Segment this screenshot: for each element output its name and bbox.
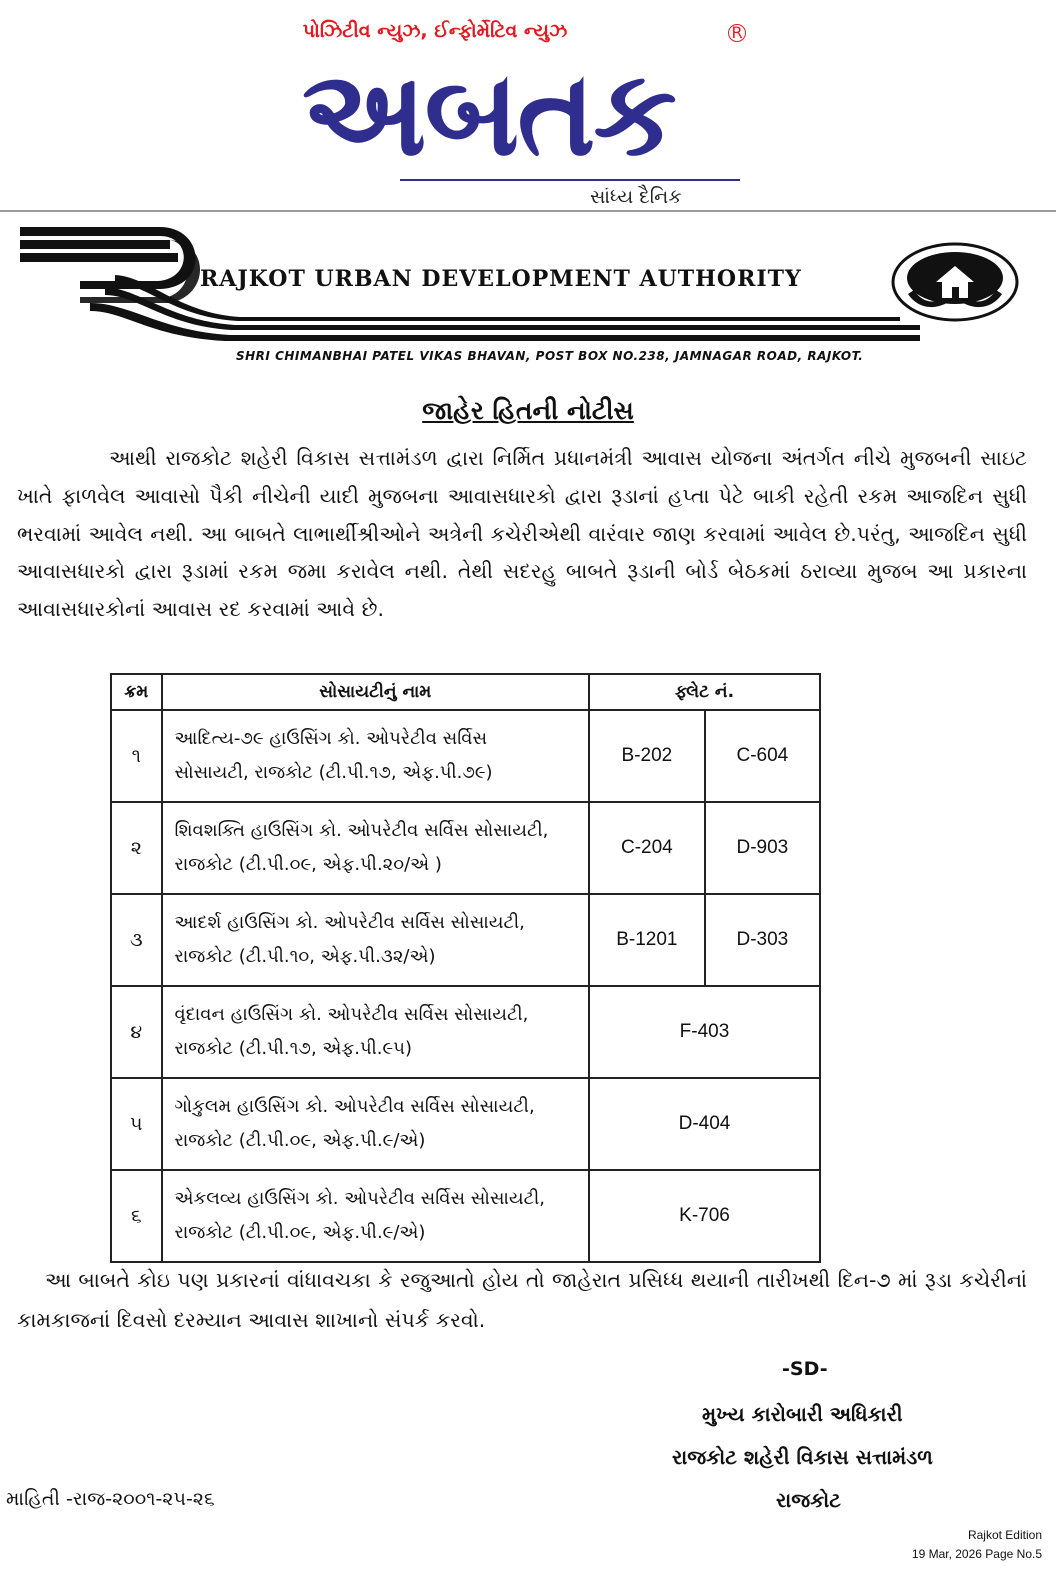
row-flat: C-204 bbox=[589, 802, 705, 894]
row-flat: B-1201 bbox=[589, 894, 705, 986]
header-sr: ક્રમ bbox=[111, 674, 162, 710]
society-line: રાજકોટ (ટી.પી.૧૭, એફ.પી.૯૫) bbox=[174, 1038, 413, 1059]
society-line: વૃંદાવન હાઉસિંગ કો. ઓપરેટીવ સર્વિસ સોસાયટી, bbox=[174, 1004, 529, 1025]
row-flat: B-202 bbox=[589, 710, 705, 802]
row-flat: D-404 bbox=[589, 1078, 820, 1170]
table-row bbox=[111, 802, 820, 894]
society-line: શિવશક્તિ હાઉસિંગ કો. ઓપરેટીવ સર્વિસ સોસાયટી, bbox=[174, 820, 549, 841]
signature-sd: -SD- bbox=[782, 1358, 828, 1380]
row-sr: ૬ bbox=[111, 1170, 162, 1262]
table-header-row bbox=[111, 674, 820, 710]
notice-closing bbox=[17, 1260, 1027, 1340]
row-society bbox=[162, 1170, 589, 1262]
society-line: આદિત્ય-૭૯ હાઉસિંગ કો. ઓપરેટીવ સર્વિસ bbox=[174, 728, 488, 749]
society-line: ગોકુલમ હાઉસિંગ કો. ઓપરેટીવ સર્વિસ સોસાયટી, bbox=[174, 1096, 535, 1117]
society-line: આદર્શ હાઉસિંગ કો. ઓપરેટીવ સર્વિસ સોસાયટી, bbox=[174, 912, 525, 933]
signature-office: રાજકોટ શહેરી વિકાસ સત્તામંડળ bbox=[672, 1445, 933, 1469]
notice-title bbox=[0, 396, 1056, 426]
row-sr: ૫ bbox=[111, 1078, 162, 1170]
row-society bbox=[162, 1078, 589, 1170]
society-line: રાજકોટ (ટી.પી.૧૦, એફ.પી.૩૨/એ) bbox=[174, 946, 436, 967]
notice-body bbox=[17, 440, 1027, 629]
row-society bbox=[162, 894, 589, 986]
row-society bbox=[162, 986, 589, 1078]
row-sr: ૪ bbox=[111, 986, 162, 1078]
authority-name: RAJKOT URBAN DEVELOPMENT AUTHORITY bbox=[200, 266, 802, 292]
table-row bbox=[111, 986, 820, 1078]
table-row bbox=[111, 1078, 820, 1170]
row-flat: F-403 bbox=[589, 986, 820, 1078]
edition-name: Rajkot Edition bbox=[967, 1528, 1042, 1542]
divider bbox=[0, 210, 1056, 212]
society-line: રાજકોટ (ટી.પી.૦૯, એફ.પી.૯/એ) bbox=[174, 1222, 426, 1243]
notice-title-text: જાહેર હિતની નોટીસ bbox=[422, 396, 634, 425]
row-society bbox=[162, 802, 589, 894]
table-row bbox=[111, 1170, 820, 1262]
society-line: રાજકોટ (ટી.પી.૦૯, એફ.પી.૯/એ) bbox=[174, 1130, 426, 1151]
row-sr: ૩ bbox=[111, 894, 162, 986]
signature-city: રાજકોટ bbox=[776, 1488, 841, 1512]
masthead-tagline: પોઝિટીવ ન્યુઝ, ઈન્ફોર્મેટિવ ન્યુઝ bbox=[302, 20, 568, 42]
registered-mark: R bbox=[728, 24, 746, 42]
row-flat: C-604 bbox=[705, 710, 820, 802]
row-society bbox=[162, 710, 589, 802]
society-line: એકલવ્ય હાઉસિંગ કો. ઓપરેટીવ સર્વિસ સોસાયટી, bbox=[174, 1188, 545, 1209]
info-reference: માહિતી -રાજ-૨૦૦૧-૨૫-૨૬ bbox=[6, 1488, 215, 1510]
edition-info bbox=[912, 1526, 1042, 1564]
masthead-subtitle: સાંધ્ય દૈનિક bbox=[590, 186, 682, 208]
notice-closing-text: આ બાબતે કોઇ પણ પ્રકારનાં વાંધાવચકા કે રજુઆતો હોય તો જાહેરાત પ્રસિધ્ધ થયાની તારીખથી દિન-૭ માં રૂડા કચેરીનાં કામકાજનાં દિવસો દરમ્યાન આવાસ શાખાનો સંપર્ક કરવો. bbox=[17, 1268, 1027, 1332]
authority-address: SHRI CHIMANBHAI PATEL VIKAS BHAVAN, POST BOX NO.238, JAMNAGAR ROAD, RAJKOT. bbox=[236, 349, 864, 363]
society-line: સોસાયટી, રાજકોટ (ટી.પી.૧૭, એફ.પી.૭૯) bbox=[174, 762, 493, 783]
row-flat: D-303 bbox=[705, 894, 820, 986]
notice-body-text: આથી રાજકોટ શહેરી વિકાસ સત્તામંડળ દ્વારા નિર્મિત પ્રધાનમંત્રી આવાસ યોજના અંતર્ગત નીચે મુજબની સાઇટ ખાતે ફાળવેલ આવાસો પૈકી નીચેની યાદી મુજબના આવાસધારકો દ્વારા રૂડાનાં હપ્તા પેટે બાકી રહેતી રકમ આજદિન સુધી ભરવામાં આવેલ નથી. આ બાબતે લાભાર્થીશ્રીઓને અત્રેની કચેરીએથી વારંવાર જાણ કરવામાં આવેલ છે.પરંતુ, આજદિન સુધી આવાસધારકો દ્વારા રૂડામાં રકમ જમા કરાવેલ નથી. તેથી સદરહુ બાબતે રૂડાની બોર્ડ બેઠકમાં ઠરાવ્યા મુજબ આ પ્રકારના આવાસધારકોનાં આવાસ રદ કરવામાં આવે છે. bbox=[17, 446, 1027, 622]
newspaper-masthead bbox=[300, 14, 750, 208]
masthead-rule bbox=[400, 179, 740, 181]
row-sr: ૨ bbox=[111, 802, 162, 894]
row-flat: D-903 bbox=[705, 802, 820, 894]
table-row bbox=[111, 894, 820, 986]
row-flat: K-706 bbox=[589, 1170, 820, 1262]
row-sr: ૧ bbox=[111, 710, 162, 802]
table-row bbox=[111, 710, 820, 802]
society-line: રાજકોટ (ટી.પી.૦૯, એફ.પી.૨૦/એ ) bbox=[174, 854, 442, 875]
edition-date-page: 19 Mar, 2026 Page No.5 bbox=[911, 1547, 1042, 1561]
flats-table bbox=[110, 673, 821, 1263]
newspaper-logo: અબતક bbox=[302, 48, 675, 178]
header-flat: ફ્લેટ નં. bbox=[589, 674, 820, 710]
signature-designation: મુખ્ય કારોબારી અધિકારી bbox=[702, 1402, 903, 1426]
header-society: સોસાયટીનું નામ bbox=[162, 674, 589, 710]
house-in-hands-icon bbox=[890, 242, 1020, 324]
